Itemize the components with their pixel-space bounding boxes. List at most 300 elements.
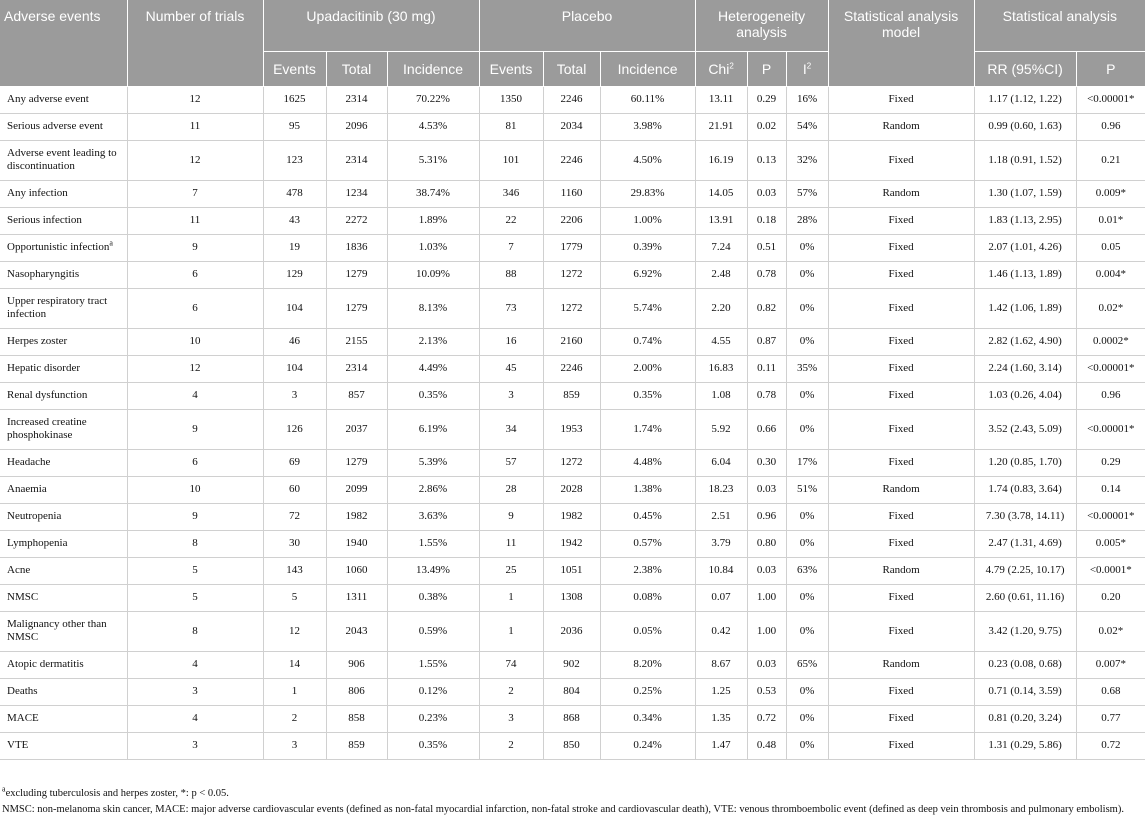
cell-het-p: 0.66 xyxy=(747,409,786,449)
event-name-text: Acne xyxy=(7,564,31,576)
cell-upa-incidence: 4.49% xyxy=(387,355,479,382)
cell-pbo-incidence: 0.39% xyxy=(600,234,695,261)
cell-stat-model: Fixed xyxy=(828,207,974,234)
cell-i2: 16% xyxy=(786,86,828,113)
cell-stat-model: Fixed xyxy=(828,261,974,288)
cell-i2: 32% xyxy=(786,140,828,180)
event-name-text: MACE xyxy=(7,712,39,724)
cell-i2: 51% xyxy=(786,476,828,503)
cell-upa-events: 104 xyxy=(263,355,326,382)
cell-upa-incidence: 38.74% xyxy=(387,180,479,207)
cell-rr: 2.24 (1.60, 3.14) xyxy=(974,355,1076,382)
cell-rr: 1.46 (1.13, 1.89) xyxy=(974,261,1076,288)
cell-pbo-events: 81 xyxy=(479,113,543,140)
cell-pbo-events: 1 xyxy=(479,611,543,651)
cell-trials: 11 xyxy=(127,113,263,140)
cell-pbo-events: 73 xyxy=(479,288,543,328)
cell-rr: 7.30 (3.78, 14.11) xyxy=(974,503,1076,530)
cell-pbo-total: 1308 xyxy=(543,584,600,611)
cell-pbo-events: 2 xyxy=(479,732,543,759)
cell-i2: 63% xyxy=(786,557,828,584)
cell-upa-events: 1 xyxy=(263,678,326,705)
cell-het-p: 0.72 xyxy=(747,705,786,732)
cell-upa-total: 858 xyxy=(326,705,387,732)
cell-upa-events: 46 xyxy=(263,328,326,355)
table-row xyxy=(0,503,1145,530)
cell-upa-total: 806 xyxy=(326,678,387,705)
cell-trials: 3 xyxy=(127,678,263,705)
col-header-stat-model: Statistical analysis model xyxy=(828,0,974,86)
cell-het-p: 0.82 xyxy=(747,288,786,328)
cell-trials: 4 xyxy=(127,705,263,732)
cell-i2: 57% xyxy=(786,180,828,207)
cell-p: 0.72 xyxy=(1076,732,1145,759)
cell-trials: 10 xyxy=(127,476,263,503)
cell-p: 0.007* xyxy=(1076,651,1145,678)
event-name-text: Nasopharyngitis xyxy=(7,268,80,280)
cell-trials: 9 xyxy=(127,234,263,261)
cell-upa-events: 478 xyxy=(263,180,326,207)
cell-rr: 0.23 (0.08, 0.68) xyxy=(974,651,1076,678)
cell-event-name xyxy=(0,113,127,140)
cell-rr: 0.71 (0.14, 3.59) xyxy=(974,678,1076,705)
cell-het-p: 0.78 xyxy=(747,382,786,409)
cell-p: 0.02* xyxy=(1076,611,1145,651)
cell-upa-total: 2314 xyxy=(326,355,387,382)
cell-chi2: 2.48 xyxy=(695,261,747,288)
cell-het-p: 0.03 xyxy=(747,557,786,584)
cell-chi2: 7.24 xyxy=(695,234,747,261)
cell-upa-incidence: 4.53% xyxy=(387,113,479,140)
cell-i2: 0% xyxy=(786,530,828,557)
table-body xyxy=(0,86,1145,759)
cell-pbo-events: 88 xyxy=(479,261,543,288)
cell-pbo-incidence: 60.11% xyxy=(600,86,695,113)
cell-rr: 1.03 (0.26, 4.04) xyxy=(974,382,1076,409)
cell-chi2: 13.91 xyxy=(695,207,747,234)
cell-pbo-incidence: 0.57% xyxy=(600,530,695,557)
cell-trials: 6 xyxy=(127,449,263,476)
cell-p: <0.00001* xyxy=(1076,86,1145,113)
cell-pbo-total: 1272 xyxy=(543,288,600,328)
cell-pbo-total: 2160 xyxy=(543,328,600,355)
cell-stat-model: Fixed xyxy=(828,732,974,759)
cell-event-name xyxy=(0,261,127,288)
cell-upa-total: 2314 xyxy=(326,140,387,180)
cell-upa-events: 95 xyxy=(263,113,326,140)
event-name-superscript: a xyxy=(109,238,113,248)
cell-p: <0.00001* xyxy=(1076,409,1145,449)
cell-stat-model: Fixed xyxy=(828,234,974,261)
event-name-text: Any infection xyxy=(7,187,68,199)
cell-pbo-events: 1350 xyxy=(479,86,543,113)
cell-stat-model: Random xyxy=(828,180,974,207)
table-row xyxy=(0,140,1145,180)
table-row xyxy=(0,328,1145,355)
cell-upa-incidence: 1.03% xyxy=(387,234,479,261)
cell-het-p: 1.00 xyxy=(747,611,786,651)
table-row xyxy=(0,476,1145,503)
event-name-text: Hepatic disorder xyxy=(7,362,80,374)
cell-p: 0.0002* xyxy=(1076,328,1145,355)
col-header-pbo-events: Events xyxy=(479,51,543,86)
cell-i2: 0% xyxy=(786,584,828,611)
cell-het-p: 0.03 xyxy=(747,651,786,678)
cell-upa-events: 3 xyxy=(263,382,326,409)
cell-rr: 1.30 (1.07, 1.59) xyxy=(974,180,1076,207)
cell-p: 0.05 xyxy=(1076,234,1145,261)
cell-upa-events: 104 xyxy=(263,288,326,328)
cell-stat-model: Fixed xyxy=(828,409,974,449)
cell-upa-events: 43 xyxy=(263,207,326,234)
cell-pbo-total: 1272 xyxy=(543,261,600,288)
cell-i2: 0% xyxy=(786,261,828,288)
cell-pbo-total: 850 xyxy=(543,732,600,759)
cell-pbo-total: 2246 xyxy=(543,86,600,113)
cell-chi2: 16.83 xyxy=(695,355,747,382)
cell-stat-model: Random xyxy=(828,557,974,584)
cell-upa-incidence: 6.19% xyxy=(387,409,479,449)
cell-upa-total: 2314 xyxy=(326,86,387,113)
cell-p: 0.20 xyxy=(1076,584,1145,611)
cell-pbo-total: 1779 xyxy=(543,234,600,261)
cell-rr: 1.83 (1.13, 2.95) xyxy=(974,207,1076,234)
col-header-p: P xyxy=(1076,51,1145,86)
cell-upa-total: 857 xyxy=(326,382,387,409)
cell-pbo-events: 346 xyxy=(479,180,543,207)
cell-upa-incidence: 1.55% xyxy=(387,530,479,557)
col-header-stat-analysis: Statistical analysis xyxy=(974,0,1145,51)
cell-pbo-incidence: 1.38% xyxy=(600,476,695,503)
cell-upa-incidence: 0.38% xyxy=(387,584,479,611)
cell-pbo-events: 34 xyxy=(479,409,543,449)
col-header-pbo-incidence: Incidence xyxy=(600,51,695,86)
cell-pbo-events: 7 xyxy=(479,234,543,261)
col-header-placebo: Placebo xyxy=(479,0,695,51)
event-name-text: Lymphopenia xyxy=(7,537,68,549)
cell-pbo-events: 57 xyxy=(479,449,543,476)
cell-pbo-incidence: 4.48% xyxy=(600,449,695,476)
event-name-text: Headache xyxy=(7,456,51,468)
cell-rr: 1.20 (0.85, 1.70) xyxy=(974,449,1076,476)
cell-i2: 0% xyxy=(786,503,828,530)
cell-chi2: 8.67 xyxy=(695,651,747,678)
cell-event-name xyxy=(0,611,127,651)
cell-upa-events: 123 xyxy=(263,140,326,180)
col-header-upa-incidence: Incidence xyxy=(387,51,479,86)
cell-het-p: 0.96 xyxy=(747,503,786,530)
cell-upa-events: 19 xyxy=(263,234,326,261)
cell-chi2: 2.20 xyxy=(695,288,747,328)
cell-stat-model: Random xyxy=(828,476,974,503)
cell-i2: 0% xyxy=(786,328,828,355)
cell-p: 0.01* xyxy=(1076,207,1145,234)
table-row xyxy=(0,449,1145,476)
cell-trials: 8 xyxy=(127,611,263,651)
cell-pbo-events: 16 xyxy=(479,328,543,355)
cell-pbo-incidence: 0.35% xyxy=(600,382,695,409)
cell-pbo-events: 3 xyxy=(479,382,543,409)
cell-chi2: 21.91 xyxy=(695,113,747,140)
cell-stat-model: Random xyxy=(828,113,974,140)
footnote-abbreviations: NMSC: non-melanoma skin cancer, MACE: major adverse cardiovascular events (defined as non-fatal myocardial infarction, non-fatal stroke and cardiovascular death), VTE: venous thromboembolic event (defined as deep vein thrombosis and pulmonary embolism). xyxy=(2,804,1124,815)
cell-rr: 2.47 (1.31, 4.69) xyxy=(974,530,1076,557)
cell-p: 0.14 xyxy=(1076,476,1145,503)
cell-pbo-events: 22 xyxy=(479,207,543,234)
cell-trials: 5 xyxy=(127,584,263,611)
cell-upa-total: 1836 xyxy=(326,234,387,261)
cell-p: <0.0001* xyxy=(1076,557,1145,584)
event-name-text: Increased creatine phosphokinase xyxy=(7,416,87,441)
cell-het-p: 0.48 xyxy=(747,732,786,759)
footnote-a-text: excluding tuberculosis and herpes zoster, *: p < 0.05. xyxy=(5,788,229,799)
cell-pbo-incidence: 0.34% xyxy=(600,705,695,732)
cell-event-name xyxy=(0,705,127,732)
table-row xyxy=(0,678,1145,705)
cell-upa-total: 2037 xyxy=(326,409,387,449)
cell-het-p: 0.78 xyxy=(747,261,786,288)
cell-pbo-total: 859 xyxy=(543,382,600,409)
chi2-superscript: 2 xyxy=(729,60,734,70)
cell-upa-events: 12 xyxy=(263,611,326,651)
cell-p: 0.96 xyxy=(1076,113,1145,140)
cell-trials: 7 xyxy=(127,180,263,207)
cell-pbo-total: 2246 xyxy=(543,355,600,382)
cell-pbo-incidence: 3.98% xyxy=(600,113,695,140)
cell-het-p: 0.29 xyxy=(747,86,786,113)
event-name-text: Serious infection xyxy=(7,214,82,226)
cell-upa-events: 14 xyxy=(263,651,326,678)
cell-upa-events: 1625 xyxy=(263,86,326,113)
cell-event-name xyxy=(0,476,127,503)
cell-upa-events: 143 xyxy=(263,557,326,584)
cell-chi2: 3.79 xyxy=(695,530,747,557)
cell-event-name xyxy=(0,732,127,759)
cell-rr: 0.81 (0.20, 3.24) xyxy=(974,705,1076,732)
cell-upa-incidence: 70.22% xyxy=(387,86,479,113)
cell-event-name xyxy=(0,409,127,449)
table-row xyxy=(0,530,1145,557)
col-header-upa-total: Total xyxy=(326,51,387,86)
table-row xyxy=(0,705,1145,732)
cell-pbo-incidence: 29.83% xyxy=(600,180,695,207)
cell-upa-total: 1279 xyxy=(326,288,387,328)
cell-upa-total: 859 xyxy=(326,732,387,759)
cell-stat-model: Fixed xyxy=(828,705,974,732)
cell-pbo-total: 1272 xyxy=(543,449,600,476)
cell-het-p: 0.18 xyxy=(747,207,786,234)
cell-stat-model: Fixed xyxy=(828,328,974,355)
cell-upa-total: 1279 xyxy=(326,261,387,288)
cell-pbo-total: 2246 xyxy=(543,140,600,180)
cell-event-name xyxy=(0,678,127,705)
cell-pbo-incidence: 5.74% xyxy=(600,288,695,328)
cell-upa-events: 129 xyxy=(263,261,326,288)
cell-pbo-events: 3 xyxy=(479,705,543,732)
cell-chi2: 16.19 xyxy=(695,140,747,180)
cell-pbo-incidence: 1.74% xyxy=(600,409,695,449)
cell-chi2: 1.47 xyxy=(695,732,747,759)
cell-event-name xyxy=(0,207,127,234)
cell-het-p: 0.03 xyxy=(747,476,786,503)
cell-pbo-incidence: 0.05% xyxy=(600,611,695,651)
event-name-text: Deaths xyxy=(7,685,38,697)
cell-upa-incidence: 0.12% xyxy=(387,678,479,705)
cell-upa-incidence: 5.39% xyxy=(387,449,479,476)
cell-upa-incidence: 2.86% xyxy=(387,476,479,503)
cell-rr: 0.99 (0.60, 1.63) xyxy=(974,113,1076,140)
table-row xyxy=(0,113,1145,140)
cell-chi2: 6.04 xyxy=(695,449,747,476)
cell-upa-incidence: 5.31% xyxy=(387,140,479,180)
cell-upa-incidence: 0.35% xyxy=(387,732,479,759)
cell-het-p: 0.13 xyxy=(747,140,786,180)
cell-chi2: 13.11 xyxy=(695,86,747,113)
cell-chi2: 5.92 xyxy=(695,409,747,449)
event-name-text: Renal dysfunction xyxy=(7,389,88,401)
cell-event-name xyxy=(0,355,127,382)
cell-upa-total: 2099 xyxy=(326,476,387,503)
cell-p: 0.77 xyxy=(1076,705,1145,732)
cell-het-p: 0.02 xyxy=(747,113,786,140)
event-name-text: Herpes zoster xyxy=(7,335,68,347)
cell-stat-model: Fixed xyxy=(828,86,974,113)
table-row xyxy=(0,261,1145,288)
cell-upa-events: 3 xyxy=(263,732,326,759)
cell-pbo-incidence: 1.00% xyxy=(600,207,695,234)
event-name-text: Serious adverse event xyxy=(7,120,103,132)
cell-het-p: 0.51 xyxy=(747,234,786,261)
cell-pbo-events: 74 xyxy=(479,651,543,678)
cell-pbo-events: 45 xyxy=(479,355,543,382)
cell-rr: 2.82 (1.62, 4.90) xyxy=(974,328,1076,355)
cell-upa-incidence: 1.55% xyxy=(387,651,479,678)
cell-pbo-incidence: 2.38% xyxy=(600,557,695,584)
cell-rr: 3.52 (2.43, 5.09) xyxy=(974,409,1076,449)
cell-upa-events: 126 xyxy=(263,409,326,449)
col-header-number-of-trials: Number of trials xyxy=(127,0,263,86)
cell-chi2: 2.51 xyxy=(695,503,747,530)
cell-trials: 3 xyxy=(127,732,263,759)
cell-trials: 10 xyxy=(127,328,263,355)
table-row xyxy=(0,584,1145,611)
cell-pbo-total: 1953 xyxy=(543,409,600,449)
cell-i2: 28% xyxy=(786,207,828,234)
cell-stat-model: Fixed xyxy=(828,449,974,476)
cell-event-name xyxy=(0,140,127,180)
cell-stat-model: Fixed xyxy=(828,288,974,328)
cell-stat-model: Fixed xyxy=(828,355,974,382)
cell-stat-model: Fixed xyxy=(828,678,974,705)
cell-event-name xyxy=(0,557,127,584)
cell-trials: 11 xyxy=(127,207,263,234)
cell-event-name xyxy=(0,503,127,530)
event-name-text: VTE xyxy=(7,739,29,751)
cell-i2: 0% xyxy=(786,705,828,732)
cell-upa-incidence: 13.49% xyxy=(387,557,479,584)
cell-event-name xyxy=(0,288,127,328)
table-row xyxy=(0,557,1145,584)
cell-upa-incidence: 1.89% xyxy=(387,207,479,234)
cell-i2: 0% xyxy=(786,678,828,705)
table-row xyxy=(0,382,1145,409)
table-row xyxy=(0,207,1145,234)
cell-i2: 0% xyxy=(786,382,828,409)
col-header-rr: RR (95%CI) xyxy=(974,51,1076,86)
cell-het-p: 0.53 xyxy=(747,678,786,705)
cell-i2: 0% xyxy=(786,234,828,261)
header-row-1 xyxy=(0,0,1145,51)
cell-trials: 12 xyxy=(127,355,263,382)
event-name-text: Neutropenia xyxy=(7,510,62,522)
cell-chi2: 0.42 xyxy=(695,611,747,651)
cell-upa-total: 2272 xyxy=(326,207,387,234)
event-name-text: Any adverse event xyxy=(7,93,89,105)
cell-pbo-total: 1982 xyxy=(543,503,600,530)
cell-upa-total: 2043 xyxy=(326,611,387,651)
cell-pbo-events: 28 xyxy=(479,476,543,503)
cell-upa-incidence: 3.63% xyxy=(387,503,479,530)
table-row xyxy=(0,86,1145,113)
cell-pbo-total: 902 xyxy=(543,651,600,678)
cell-upa-total: 1234 xyxy=(326,180,387,207)
cell-trials: 6 xyxy=(127,288,263,328)
cell-pbo-incidence: 6.92% xyxy=(600,261,695,288)
cell-rr: 2.60 (0.61, 11.16) xyxy=(974,584,1076,611)
cell-event-name xyxy=(0,180,127,207)
col-header-i2 xyxy=(786,51,828,86)
cell-pbo-incidence: 0.24% xyxy=(600,732,695,759)
cell-stat-model: Fixed xyxy=(828,503,974,530)
col-header-adverse-events: Adverse events xyxy=(0,0,127,86)
cell-pbo-incidence: 2.00% xyxy=(600,355,695,382)
cell-trials: 4 xyxy=(127,651,263,678)
cell-pbo-incidence: 0.25% xyxy=(600,678,695,705)
cell-pbo-events: 25 xyxy=(479,557,543,584)
cell-upa-incidence: 0.23% xyxy=(387,705,479,732)
cell-het-p: 0.11 xyxy=(747,355,786,382)
cell-i2: 35% xyxy=(786,355,828,382)
cell-event-name xyxy=(0,382,127,409)
cell-pbo-incidence: 0.74% xyxy=(600,328,695,355)
cell-pbo-total: 1160 xyxy=(543,180,600,207)
cell-upa-events: 60 xyxy=(263,476,326,503)
cell-upa-total: 1982 xyxy=(326,503,387,530)
cell-pbo-total: 2034 xyxy=(543,113,600,140)
cell-chi2: 1.35 xyxy=(695,705,747,732)
cell-i2: 65% xyxy=(786,651,828,678)
cell-upa-events: 5 xyxy=(263,584,326,611)
cell-stat-model: Fixed xyxy=(828,584,974,611)
cell-trials: 8 xyxy=(127,530,263,557)
cell-event-name xyxy=(0,86,127,113)
cell-pbo-incidence: 0.08% xyxy=(600,584,695,611)
table-row xyxy=(0,234,1145,261)
event-name-text: Adverse event leading to discontinuation xyxy=(7,147,117,172)
event-name-text: NMSC xyxy=(7,591,39,603)
cell-p: 0.02* xyxy=(1076,288,1145,328)
table-row xyxy=(0,180,1145,207)
cell-i2: 0% xyxy=(786,288,828,328)
cell-event-name xyxy=(0,530,127,557)
table-row xyxy=(0,611,1145,651)
cell-upa-events: 72 xyxy=(263,503,326,530)
cell-het-p: 0.87 xyxy=(747,328,786,355)
cell-pbo-total: 804 xyxy=(543,678,600,705)
col-header-heterogeneity: Heterogeneity analysis xyxy=(695,0,828,51)
table-row xyxy=(0,732,1145,759)
cell-chi2: 4.55 xyxy=(695,328,747,355)
